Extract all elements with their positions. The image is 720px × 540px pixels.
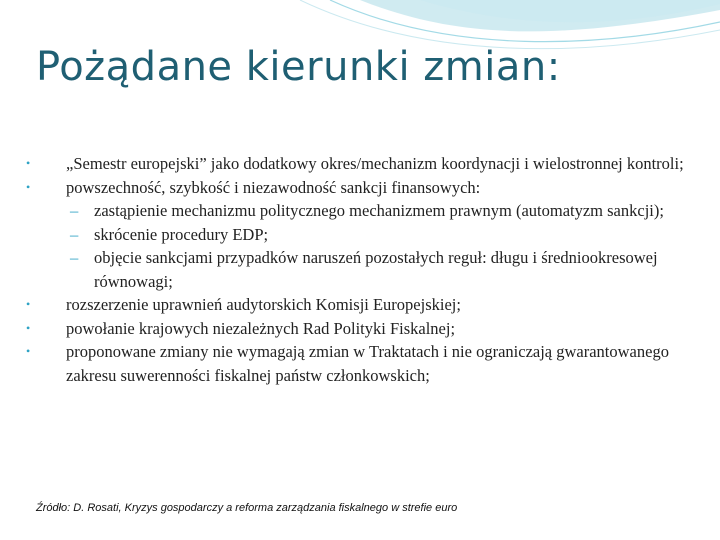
list-item-text: powszechność, szybkość i niezawodność sankcji finansowych: bbox=[66, 177, 481, 197]
bullet-list bbox=[26, 152, 686, 387]
list-item-text: „Semestr europejski” jako dodatkowy okres/mechanizm koordynacji i wielostronnej kontroli; bbox=[66, 154, 684, 173]
list-item bbox=[26, 293, 686, 317]
bullet-marker: • bbox=[26, 156, 31, 170]
list-item bbox=[26, 152, 686, 176]
sub-list-item-text: skrócenie procedury EDP; bbox=[94, 224, 269, 244]
bullet-marker: • bbox=[26, 297, 31, 311]
source-footnote: Źródło: D. Rosati, Kryzys gospodarczy a reforma zarządzania fiskalnego w strefie euro bbox=[36, 502, 458, 514]
list-item bbox=[26, 340, 686, 387]
sub-list-item-text: objęcie sankcjami przypadków naruszeń pozostałych reguł: długu i średniookresowej równowagi; bbox=[94, 248, 658, 291]
sub-list-item-text: zastąpienie mechanizmu politycznego mechanizmem prawnym (automatyzm sankcji); bbox=[94, 201, 664, 220]
sub-list-item bbox=[26, 223, 686, 247]
dash-marker: – bbox=[70, 224, 79, 244]
list-item bbox=[26, 176, 686, 200]
dash-marker: – bbox=[70, 201, 79, 220]
list-item-text: proponowane zmiany nie wymagają zmian w Traktatach i nie ograniczają gwarantowanego zakresu suwerenności fiskalnej państw członkowskich; bbox=[66, 342, 669, 385]
sub-list-item bbox=[26, 246, 686, 293]
bullet-marker: • bbox=[26, 179, 31, 194]
list-item-text: rozszerzenie uprawnień audytorskich Komisji Europejskiej; bbox=[66, 295, 461, 314]
bullet-marker: • bbox=[26, 320, 31, 335]
list-item bbox=[26, 317, 686, 341]
list-item-text: powołanie krajowych niezależnych Rad Polityki Fiskalnej; bbox=[66, 318, 456, 338]
sub-list-item bbox=[26, 199, 686, 223]
page-title: Pożądane kierunki zmian: bbox=[36, 44, 561, 90]
dash-marker: – bbox=[70, 248, 79, 267]
bullet-marker: • bbox=[26, 344, 31, 358]
